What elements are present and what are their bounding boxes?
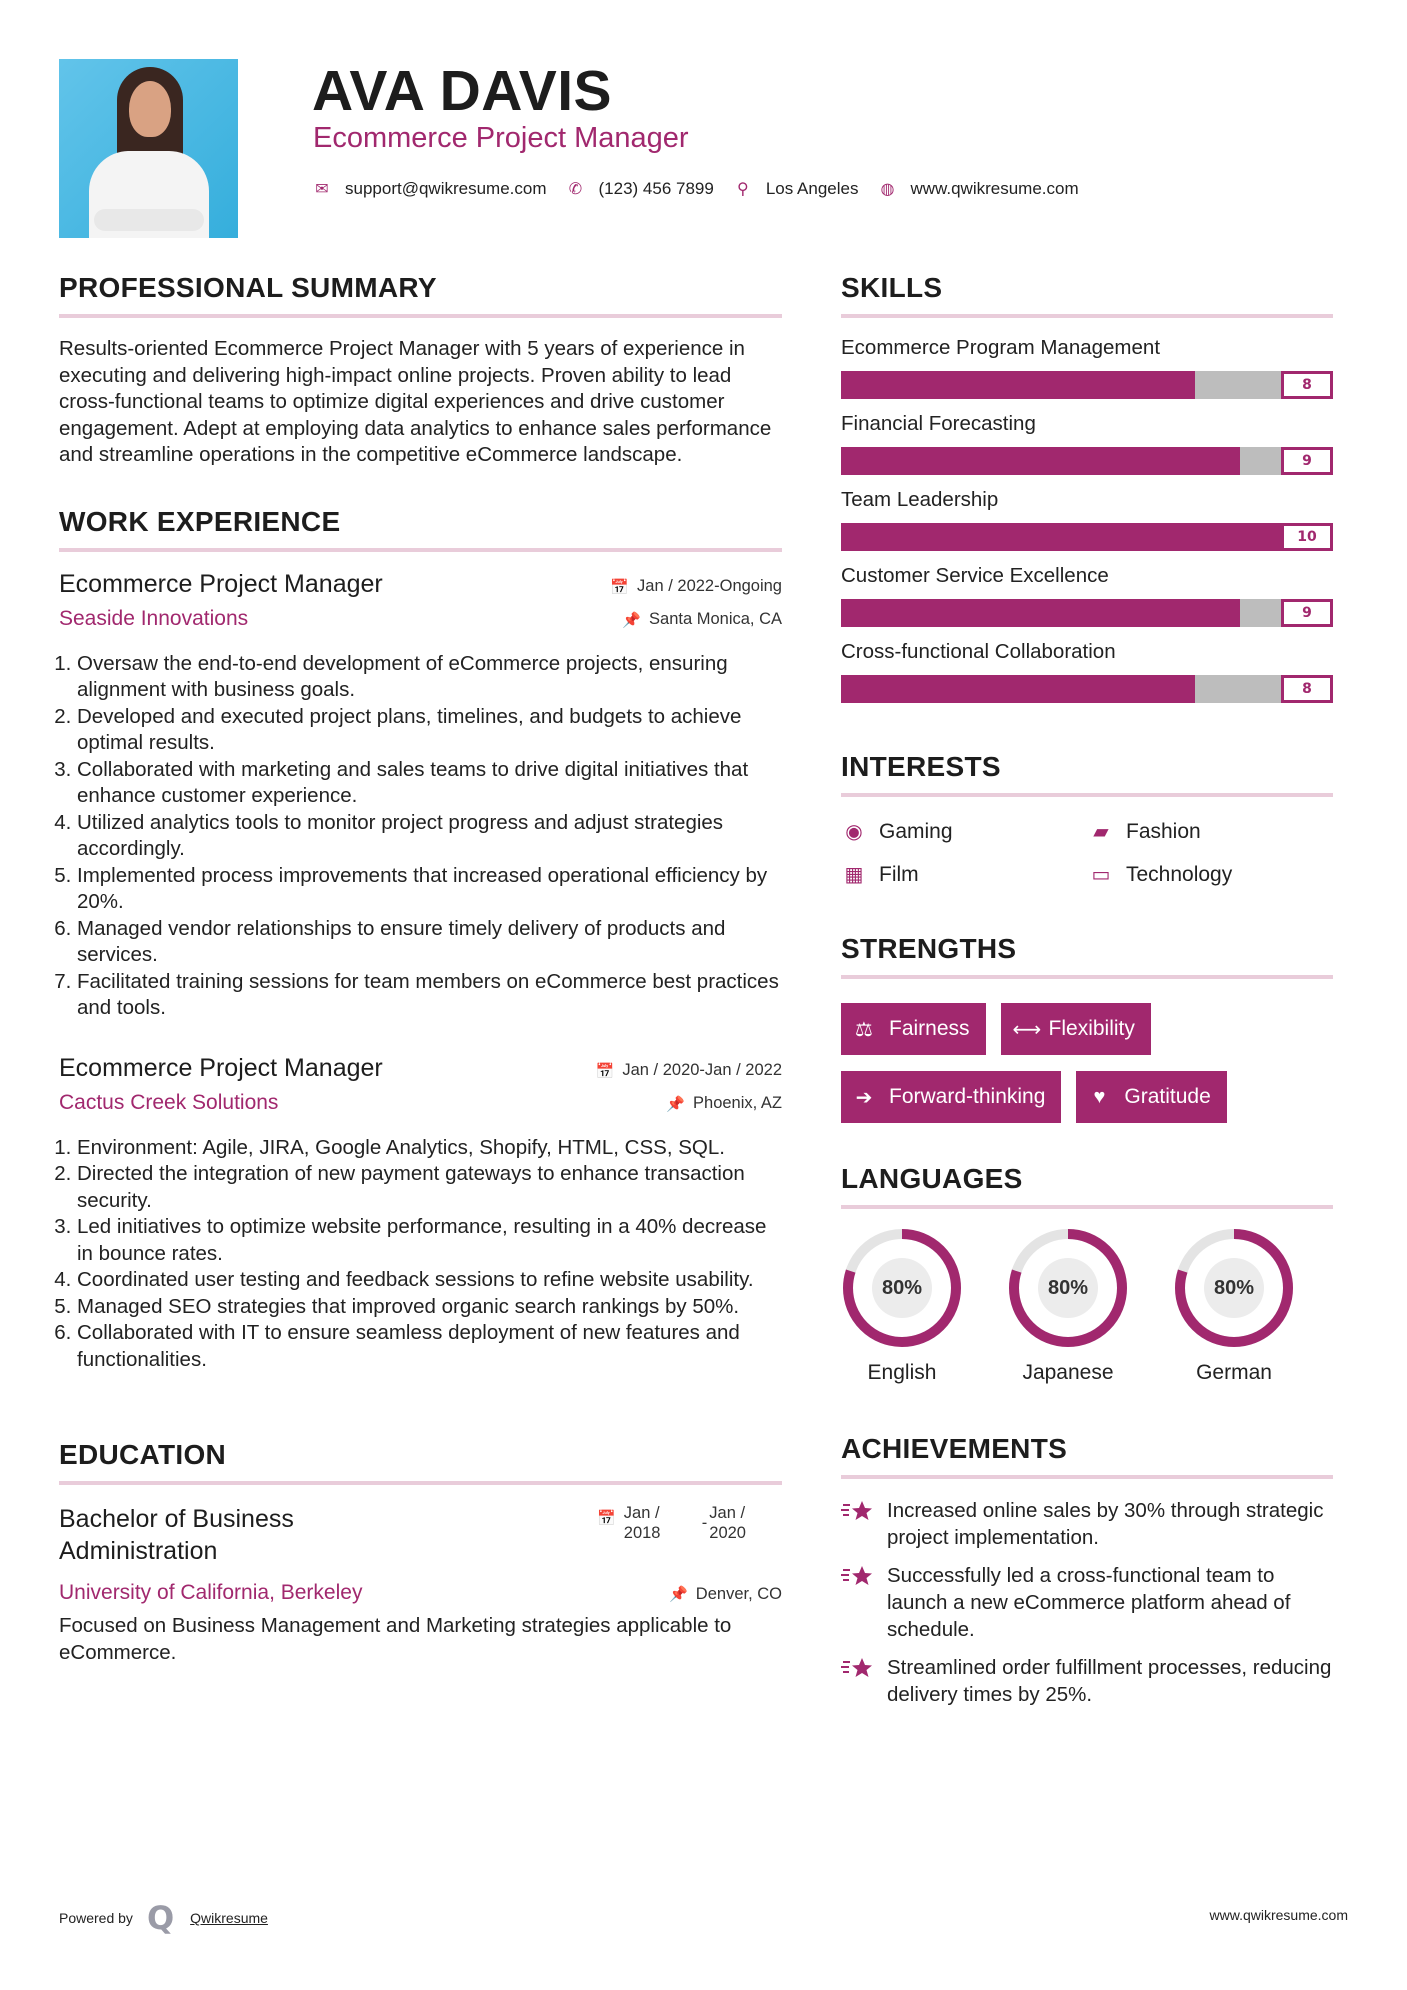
section-heading: ACHIEVEMENTS (841, 1433, 1068, 1464)
job-location (666, 1094, 782, 1113)
skill-rating: 8 (1281, 675, 1333, 703)
skill-rating: 9 (1281, 447, 1333, 475)
strengths-section (841, 933, 1333, 1123)
skill-bar (841, 599, 1333, 627)
laptop-icon: ▭ (1091, 864, 1111, 886)
job-title: Ecommerce Project Manager (59, 569, 383, 598)
job-location (622, 610, 782, 629)
shooting-star-icon (841, 1656, 875, 1682)
job-entry (59, 1054, 782, 1374)
section-heading: WORK EXPERIENCE (59, 505, 341, 537)
website-text: www.qwikresume.com (910, 179, 1079, 198)
job-location-text: Phoenix, AZ (693, 1094, 782, 1112)
progress-ring: 80% (1007, 1227, 1129, 1349)
bullet: 3. Led initiatives to optimize website performance, resulting in a 40% decrease in bounce rates. (77, 1214, 782, 1267)
skill-rating: 10 (1281, 523, 1333, 551)
contact-phone[interactable] (567, 179, 714, 199)
interest-film: ▦ Film (841, 862, 1088, 887)
job-date-text: Jan / 2022-Ongoing (637, 577, 782, 595)
section-divider (841, 975, 1333, 979)
bullet: 5. Implemented process improvements that increased operational efficiency by 20%. (77, 863, 782, 916)
candidate-name: AVA DAVIS (312, 59, 613, 123)
education-section (59, 1439, 782, 1666)
section-divider (841, 1475, 1333, 1479)
achievement-item: Successfully led a cross-functional team to launch a new eCommerce platform ahead of schedule. (841, 1562, 1333, 1643)
calendar-icon: 📅 (610, 578, 630, 596)
skill-bar (841, 523, 1333, 551)
bullet: 1. Environment: Agile, JIRA, Google Analytics, Shopify, HTML, CSS, SQL. (77, 1135, 782, 1162)
summary-text: Results-oriented Ecommerce Project Manager with 5 years of experience in executing and delivering high-impact online projects. Proven ability to lead cross-functional teams to optimize digital experiences and drive customer engagement. Adept at employing data analytics to enhance sales performance and streamline operations in the competitive eCommerce landscape. (59, 337, 772, 466)
calendar-icon: 📅 (595, 1062, 615, 1080)
envelope-icon: ✉ (315, 181, 329, 198)
achievement-item: Streamlined order fulfillment processes, reducing delivery times by 25%. (841, 1654, 1333, 1708)
language-item: 80% German (1173, 1227, 1295, 1385)
arrows-horizontal-icon: ⟷ (1012, 1018, 1042, 1041)
skill-item: Customer Service Excellence 9 (841, 564, 1333, 627)
contact-location (734, 179, 859, 199)
section-divider (59, 314, 782, 318)
languages-section (841, 1163, 1333, 1385)
section-heading: LANGUAGES (841, 1163, 1023, 1194)
pushpin-icon: 📌 (622, 611, 642, 629)
job-entry (59, 570, 782, 1022)
experience-section (59, 506, 782, 1374)
right-column (841, 272, 1333, 1719)
film-icon: ▦ (844, 864, 864, 886)
footer-website-link[interactable]: www.qwikresume.com (1209, 1907, 1348, 1923)
achievement-item: Increased online sales by 30% through strategic project implementation. (841, 1497, 1333, 1551)
achievements-section (841, 1433, 1333, 1708)
shooting-star-icon (841, 1564, 875, 1590)
job-location-text: Santa Monica, CA (649, 610, 782, 628)
skill-bar (841, 675, 1333, 703)
interests-section (841, 751, 1333, 887)
bullet: 3. Collaborated with marketing and sales teams to drive digital initiatives that enhance customer experience. (77, 757, 782, 810)
job-date (596, 1061, 782, 1080)
shopping-bag-icon: ▰ (1093, 821, 1109, 843)
shooting-star-icon (841, 1499, 875, 1525)
education-location: 📌 Denver, CO (669, 1584, 782, 1603)
skill-rating: 9 (1281, 599, 1333, 627)
email-text: support@qwikresume.com (345, 179, 547, 198)
interest-gaming: ◉ Gaming (841, 819, 1088, 844)
phone-icon: ✆ (568, 181, 583, 198)
job-title: Ecommerce Project Manager (59, 1053, 383, 1082)
section-heading: EDUCATION (59, 1439, 227, 1470)
strength-chip: ♥ Gratitude (1076, 1071, 1226, 1123)
education-description: Focused on Business Management and Marketing strategies applicable to eCommerce. (59, 1614, 732, 1664)
pushpin-icon: 📌 (666, 1095, 686, 1113)
map-pin-icon: ⚲ (736, 181, 749, 198)
section-heading: SKILLS (841, 272, 943, 303)
gamepad-icon: ◉ (845, 821, 863, 843)
contact-email[interactable] (313, 179, 547, 199)
footer-powered-by: Powered by Q Qwikresume (59, 1899, 268, 1937)
location-text: Los Angeles (765, 179, 859, 198)
profile-photo (59, 59, 238, 238)
bullet: 2. Developed and executed project plans, timelines, and budgets to achieve optimal results. (77, 704, 782, 757)
skill-item: Ecommerce Program Management 8 (841, 336, 1333, 399)
job-bullets (59, 651, 782, 1022)
job-bullets (59, 1135, 782, 1374)
contact-bar (313, 179, 1099, 199)
job-company: Seaside Innovations (59, 606, 249, 630)
skill-bar (841, 447, 1333, 475)
job-company: Cactus Creek Solutions (59, 1090, 279, 1114)
bullet: 2. Directed the integration of new payment gateways to enhance transaction security. (77, 1161, 782, 1214)
left-column (59, 272, 782, 1666)
bullet: 1. Oversaw the end-to-end development of eCommerce projects, ensuring alignment with business goals. (77, 651, 782, 704)
section-heading: STRENGTHS (841, 933, 1017, 964)
bullet: 6. Collaborated with IT to ensure seamless deployment of new features and functionalities. (77, 1320, 782, 1373)
bullet: 6. Managed vendor relationships to ensure timely delivery of products and services. (77, 916, 782, 969)
contact-website[interactable] (878, 179, 1078, 199)
skills-section (841, 272, 1333, 703)
interest-technology: ▭ Technology (1088, 862, 1333, 887)
section-divider (841, 793, 1333, 797)
pushpin-icon: 📌 (669, 1586, 688, 1603)
job-date (610, 577, 782, 596)
heart-icon: ♥ (1093, 1085, 1106, 1108)
balance-scale-icon: ⚖ (855, 1018, 873, 1041)
arrow-right-icon: ➔ (855, 1086, 873, 1109)
interest-fashion: ▰ Fashion (1088, 819, 1333, 844)
degree-title: Bachelor of Business Administration (59, 1505, 294, 1565)
progress-ring: 80% (1173, 1227, 1295, 1349)
qwikresume-logo-icon: Q (146, 1899, 175, 1937)
skill-item: Team Leadership 10 (841, 488, 1333, 551)
language-item: 80% English (841, 1227, 963, 1385)
phone-text: (123) 456 7899 (598, 179, 714, 198)
bullet: 5. Managed SEO strategies that improved organic search rankings by 50%. (77, 1294, 782, 1321)
section-divider (59, 548, 782, 552)
candidate-title: Ecommerce Project Manager (313, 122, 689, 154)
education-dates: 📅 Jan / 2018 - Jan / 2020 (597, 1504, 746, 1542)
section-heading: INTERESTS (841, 751, 1001, 782)
school-name: University of California, Berkeley (59, 1581, 363, 1604)
skill-item: Cross-functional Collaboration 8 (841, 640, 1333, 703)
summary-section (59, 272, 782, 469)
progress-ring: 80% (841, 1227, 963, 1349)
section-divider (841, 1205, 1333, 1209)
strength-chip: ⟷ Flexibility (1001, 1003, 1151, 1055)
section-divider (59, 1481, 782, 1485)
section-divider (841, 314, 1333, 318)
strength-chip: ➔ Forward-thinking (841, 1071, 1061, 1123)
bullet: 4. Utilized analytics tools to monitor project progress and adjust strategies accordingly. (77, 810, 782, 863)
calendar-icon: 📅 (597, 1510, 616, 1527)
bullet: 4. Coordinated user testing and feedback sessions to refine website usability. (77, 1267, 782, 1294)
section-heading: PROFESSIONAL SUMMARY (59, 272, 437, 303)
globe-icon: ◍ (880, 181, 895, 198)
skill-rating: 8 (1281, 371, 1333, 399)
strength-chip: ⚖ Fairness (841, 1003, 986, 1055)
bullet: 7. Facilitated training sessions for team members on eCommerce best practices and tools. (77, 969, 782, 1022)
brand-link[interactable]: Qwikresume (190, 1910, 268, 1926)
job-date-text: Jan / 2020-Jan / 2022 (622, 1061, 782, 1079)
skill-item: Financial Forecasting 9 (841, 412, 1333, 475)
language-item: 80% Japanese (1007, 1227, 1129, 1385)
skill-bar (841, 371, 1333, 399)
